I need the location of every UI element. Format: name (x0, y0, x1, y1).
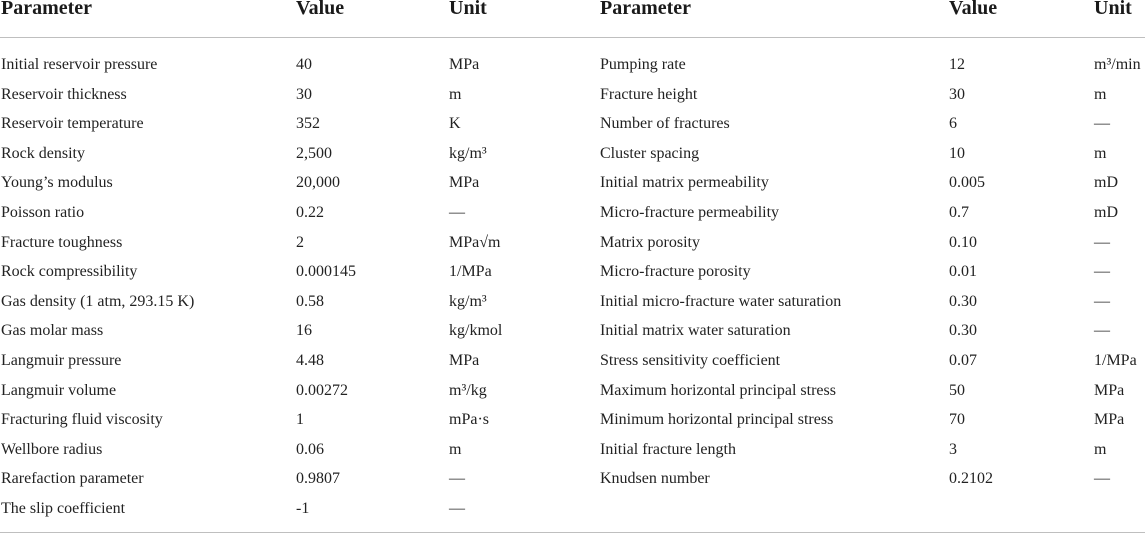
cell-param-left: Langmuir volume (1, 381, 117, 399)
cell-param-right: Initial matrix water saturation (600, 322, 791, 340)
cell-value-right: 0.30 (949, 322, 977, 340)
cell-value-right: 0.7 (949, 203, 969, 221)
table-row (0, 114, 1145, 144)
cell-param-right: Initial fracture length (600, 440, 736, 458)
cell-unit-left: m (449, 85, 462, 103)
table-row (0, 440, 1145, 470)
cell-param-right: Cluster spacing (600, 144, 700, 162)
cell-unit-left: — (449, 499, 465, 517)
cell-param-left: Gas density (1 atm, 293.15 K) (1, 292, 195, 310)
cell-param-left: The slip coefficient (1, 499, 126, 517)
cell-param-right: Fracture height (600, 85, 698, 103)
header-unit-right: Unit (1094, 0, 1132, 19)
cell-unit-right: — (1094, 322, 1110, 340)
table-row (0, 410, 1145, 440)
cell-unit-left: MPa (449, 351, 480, 369)
cell-unit-right: MPa (1094, 381, 1125, 399)
table-row (0, 262, 1145, 292)
cell-value-left: 0.00272 (296, 381, 348, 399)
cell-unit-left: MPa (449, 174, 480, 192)
cell-param-right: Number of fractures (600, 115, 730, 133)
cell-param-left: Poisson ratio (1, 203, 85, 221)
cell-value-left: 0.9807 (296, 470, 340, 488)
cell-value-left: 0.22 (296, 203, 324, 221)
cell-value-right: 0.2102 (949, 470, 993, 488)
cell-value-right: 12 (949, 56, 965, 73)
table-row (0, 144, 1145, 174)
cell-unit-right: mD (1094, 203, 1118, 221)
cell-value-left: 20,000 (296, 174, 340, 192)
cell-param-left: Langmuir pressure (1, 351, 122, 369)
table-body (0, 55, 1145, 529)
cell-value-left: 0.06 (296, 440, 324, 458)
table-row (0, 85, 1145, 115)
cell-param-left: Rock density (1, 144, 85, 162)
cell-unit-right: — (1094, 233, 1110, 251)
cell-param-right: Pumping rate (600, 56, 686, 73)
table-row (0, 499, 1145, 529)
cell-unit-right: — (1094, 470, 1110, 488)
cell-value-right: 70 (949, 411, 965, 429)
cell-unit-left: mPa·s (449, 411, 489, 429)
cell-param-left: Initial reservoir pressure (1, 56, 158, 73)
cell-value-left: 30 (296, 85, 312, 103)
cell-value-left: 1 (296, 411, 304, 429)
cell-value-right: 3 (949, 440, 957, 458)
cell-value-right: 0.005 (949, 174, 985, 192)
cell-param-left: Young’s modulus (1, 174, 113, 192)
cell-value-right: 0.30 (949, 292, 977, 310)
table-row (0, 203, 1145, 233)
cell-value-left: 2,500 (296, 144, 332, 162)
table-bottom-rule (0, 532, 1145, 533)
header-divider (0, 37, 1145, 38)
cell-unit-right: m (1094, 144, 1107, 162)
cell-value-left: 2 (296, 233, 304, 251)
cell-unit-right: m (1094, 85, 1107, 103)
cell-value-right: 0.01 (949, 263, 977, 281)
table-row (0, 351, 1145, 381)
cell-param-right: Minimum horizontal principal stress (600, 411, 834, 429)
cell-param-right: Stress sensitivity coefficient (600, 351, 781, 369)
cell-value-left: 352 (296, 115, 320, 133)
table-row (0, 469, 1145, 499)
header-value-left: Value (296, 0, 345, 19)
cell-unit-left: m³/kg (449, 381, 487, 399)
cell-value-right: 30 (949, 85, 965, 103)
cell-unit-right: MPa (1094, 411, 1125, 429)
cell-value-left: 0.000145 (296, 263, 356, 281)
cell-param-right: Micro-fracture permeability (600, 203, 780, 221)
table-row (0, 321, 1145, 351)
table-row (0, 381, 1145, 411)
cell-param-left: Gas molar mass (1, 322, 104, 340)
cell-unit-left: m (449, 440, 462, 458)
cell-param-right: Knudsen number (600, 470, 710, 488)
header-parameter-right: Parameter (600, 0, 692, 19)
cell-value-right: 6 (949, 115, 957, 133)
cell-value-left: -1 (296, 499, 310, 517)
cell-param-left: Fracturing fluid viscosity (1, 411, 163, 429)
cell-param-left: Reservoir thickness (1, 85, 127, 103)
cell-param-right: Initial matrix permeability (600, 174, 769, 192)
cell-param-right: Initial micro-fracture water saturation (600, 292, 842, 310)
table-row (0, 292, 1145, 322)
cell-unit-left: MPa√m (449, 233, 501, 251)
cell-param-left: Fracture toughness (1, 233, 123, 251)
cell-param-left: Rock compressibility (1, 263, 138, 281)
cell-unit-left: — (449, 203, 465, 221)
cell-param-right: Maximum horizontal principal stress (600, 381, 836, 399)
cell-param-left: Wellbore radius (1, 440, 103, 458)
cell-unit-right: 1/MPa (1094, 351, 1137, 369)
cell-value-left: 0.58 (296, 292, 324, 310)
cell-unit-left: kg/kmol (449, 322, 503, 340)
table-row (0, 173, 1145, 203)
cell-param-left: Reservoir temperature (1, 115, 144, 133)
cell-unit-right: mD (1094, 174, 1118, 192)
table-row (0, 55, 1145, 85)
cell-value-right: 10 (949, 144, 965, 162)
cell-unit-right: m (1094, 440, 1107, 458)
cell-unit-right: — (1094, 115, 1110, 133)
cell-value-left: 40 (296, 56, 312, 73)
cell-unit-left: kg/m³ (449, 144, 487, 162)
cell-unit-right: m³/min (1094, 56, 1141, 73)
cell-unit-right: — (1094, 263, 1110, 281)
cell-value-right: 50 (949, 381, 965, 399)
header-unit-left: Unit (449, 0, 487, 19)
cell-param-left: Rarefaction parameter (1, 470, 144, 488)
header-parameter-left: Parameter (1, 0, 93, 19)
cell-value-right: 0.10 (949, 233, 977, 251)
cell-param-right: Matrix porosity (600, 233, 700, 251)
cell-unit-left: 1/MPa (449, 263, 492, 281)
cell-value-left: 4.48 (296, 351, 324, 369)
cell-unit-left: K (449, 115, 461, 133)
cell-param-right: Micro-fracture porosity (600, 263, 751, 281)
cell-unit-left: — (449, 470, 465, 488)
table-row (0, 233, 1145, 263)
table-header-row (0, 0, 1145, 20)
cell-value-left: 16 (296, 322, 312, 340)
cell-value-right: 0.07 (949, 351, 977, 369)
cell-unit-right: — (1094, 292, 1110, 310)
cell-unit-left: kg/m³ (449, 292, 487, 310)
cell-unit-left: MPa (449, 56, 480, 73)
header-value-right: Value (949, 0, 998, 19)
